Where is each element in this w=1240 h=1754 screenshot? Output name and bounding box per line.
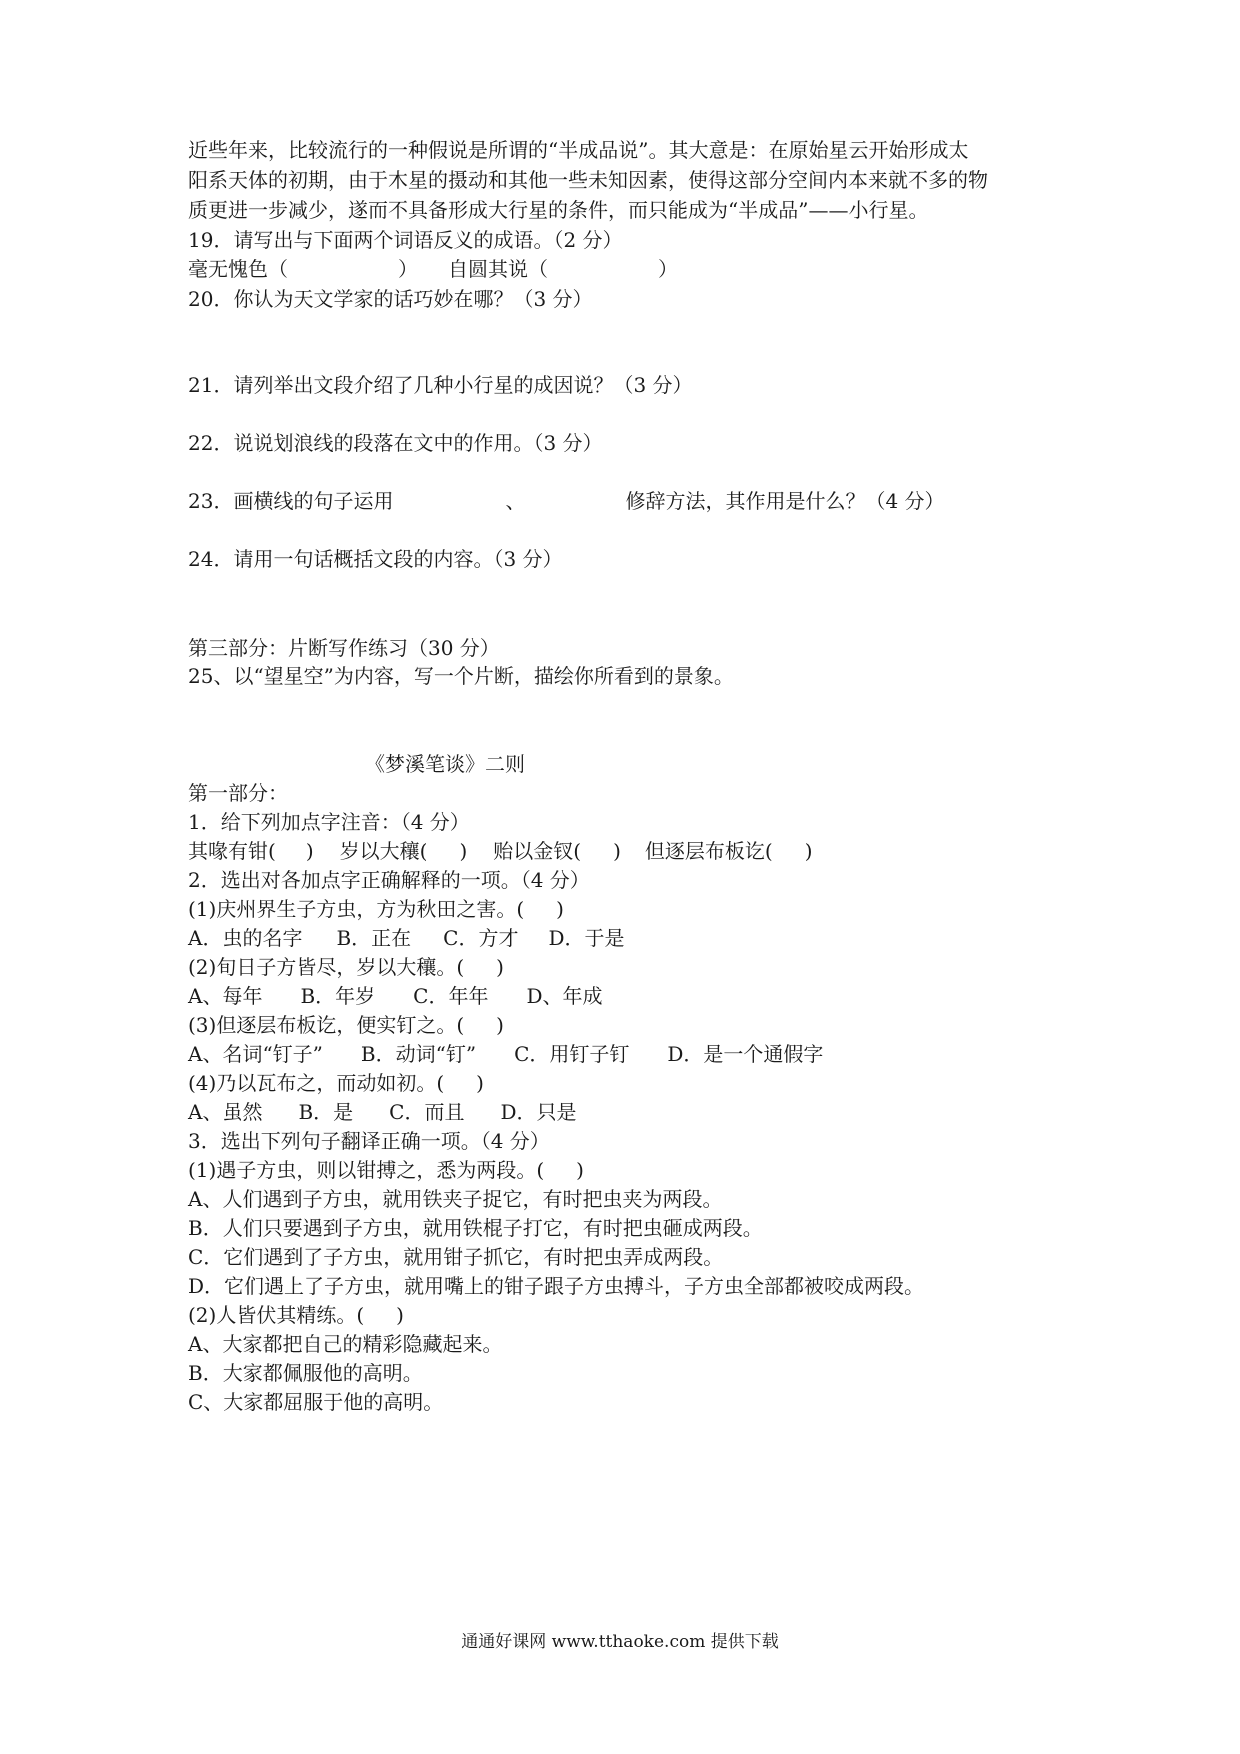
part3-heading: 第三部分：片断写作练习（30 分）	[188, 636, 500, 660]
question-2: 2．选出对各加点字正确解释的一项。（4 分）	[188, 868, 590, 892]
question-2-3-options: A、名词“钉子” B．动词“钉” C．用钉子钉 D．是一个通假字	[188, 1042, 824, 1066]
question-1-items: 其喙有钳( ) 岁以大穰( ) 贻以金钗( ) 但逐层布板讫( )	[188, 839, 813, 863]
question-2-1: (1)庆州界生子方虫，方为秋田之害。( )	[188, 897, 564, 921]
question-19: 19．请写出与下面两个词语反义的成语。（2 分）	[188, 228, 623, 252]
section-title: 《梦溪笔谈》二则	[365, 752, 525, 776]
question-2-1-options: A．虫的名字 B．正在 C．方才 D．于是	[188, 926, 625, 950]
question-22: 22．说说划浪线的段落在文中的作用。（3 分）	[188, 431, 603, 455]
passage-line-1: 近些年来，比较流行的一种假说是所谓的“半成品说”。其大意是：在原始星云开始形成太	[188, 138, 969, 162]
question-3-2: (2)人皆伏其精练。( )	[188, 1303, 404, 1327]
question-3-1-option-a: A、人们遇到子方虫，就用铁夹子捉它，有时把虫夹为两段。	[188, 1187, 723, 1211]
question-3-1-option-c: C．它们遇到了子方虫，就用钳子抓它，有时把虫弄成两段。	[188, 1245, 724, 1269]
question-3-1-option-d: D．它们遇上了子方虫，就用嘴上的钳子跟子方虫搏斗，子方虫全部都被咬成两段。	[188, 1274, 925, 1298]
question-19-items: 毫无愧色（ ） 自圆其说（ ）	[188, 257, 678, 281]
question-3-2-option-a: A、大家都把自己的精彩隐藏起来。	[188, 1332, 503, 1356]
question-3-1: (1)遇子方虫，则以钳搏之，悉为两段。( )	[188, 1158, 584, 1182]
passage-line-3: 质更进一步减少，遂而不具备形成大行星的条件，而只能成为“半成品”——小行星。	[188, 198, 929, 222]
question-21: 21．请列举出文段介绍了几种小行星的成因说？（3 分）	[188, 373, 693, 397]
question-3-2-option-c: C、大家都屈服于他的高明。	[188, 1390, 444, 1414]
question-1: 1．给下列加点字注音：（4 分）	[188, 810, 470, 834]
question-2-2: (2)旬日子方皆尽，岁以大穰。( )	[188, 955, 504, 979]
q19-item-b: 自圆其说（	[448, 257, 548, 281]
question-2-4: (4)乃以瓦布之，而动如初。( )	[188, 1071, 484, 1095]
question-20: 20．你认为天文学家的话巧妙在哪？（3 分）	[188, 287, 593, 311]
question-2-4-options: A、虽然 B．是 C．而且 D．只是	[188, 1100, 577, 1124]
question-3-2-option-b: B．大家都佩服他的高明。	[188, 1361, 423, 1385]
section-part1-heading: 第一部分：	[188, 781, 288, 805]
question-25: 25、以“望星空”为内容，写一个片断，描绘你所看到的景象。	[188, 664, 734, 688]
q19-item-a: 毫无愧色（	[188, 257, 288, 281]
question-24: 24．请用一句话概括文段的内容。（3 分）	[188, 547, 563, 571]
passage-line-2: 阳系天体的初期，由于木星的摄动和其他一些未知因素，使得这部分空间内本来就不多的物	[188, 168, 988, 192]
question-23: 23．画横线的句子运用 、 修辞方法，其作用是什么？（4 分）	[188, 489, 945, 513]
question-2-3: (3)但逐层布板讫，便实钉之。( )	[188, 1013, 504, 1037]
question-2-2-options: A、每年 B．年岁 C．年年 D、年成	[188, 984, 603, 1008]
footer-credit: 通通好课网 www.tthaoke.com 提供下载	[461, 1632, 779, 1652]
question-3-1-option-b: B．人们只要遇到子方虫，就用铁棍子打它，有时把虫砸成两段。	[188, 1216, 763, 1240]
question-3: 3．选出下列句子翻译正确一项。（4 分）	[188, 1129, 550, 1153]
